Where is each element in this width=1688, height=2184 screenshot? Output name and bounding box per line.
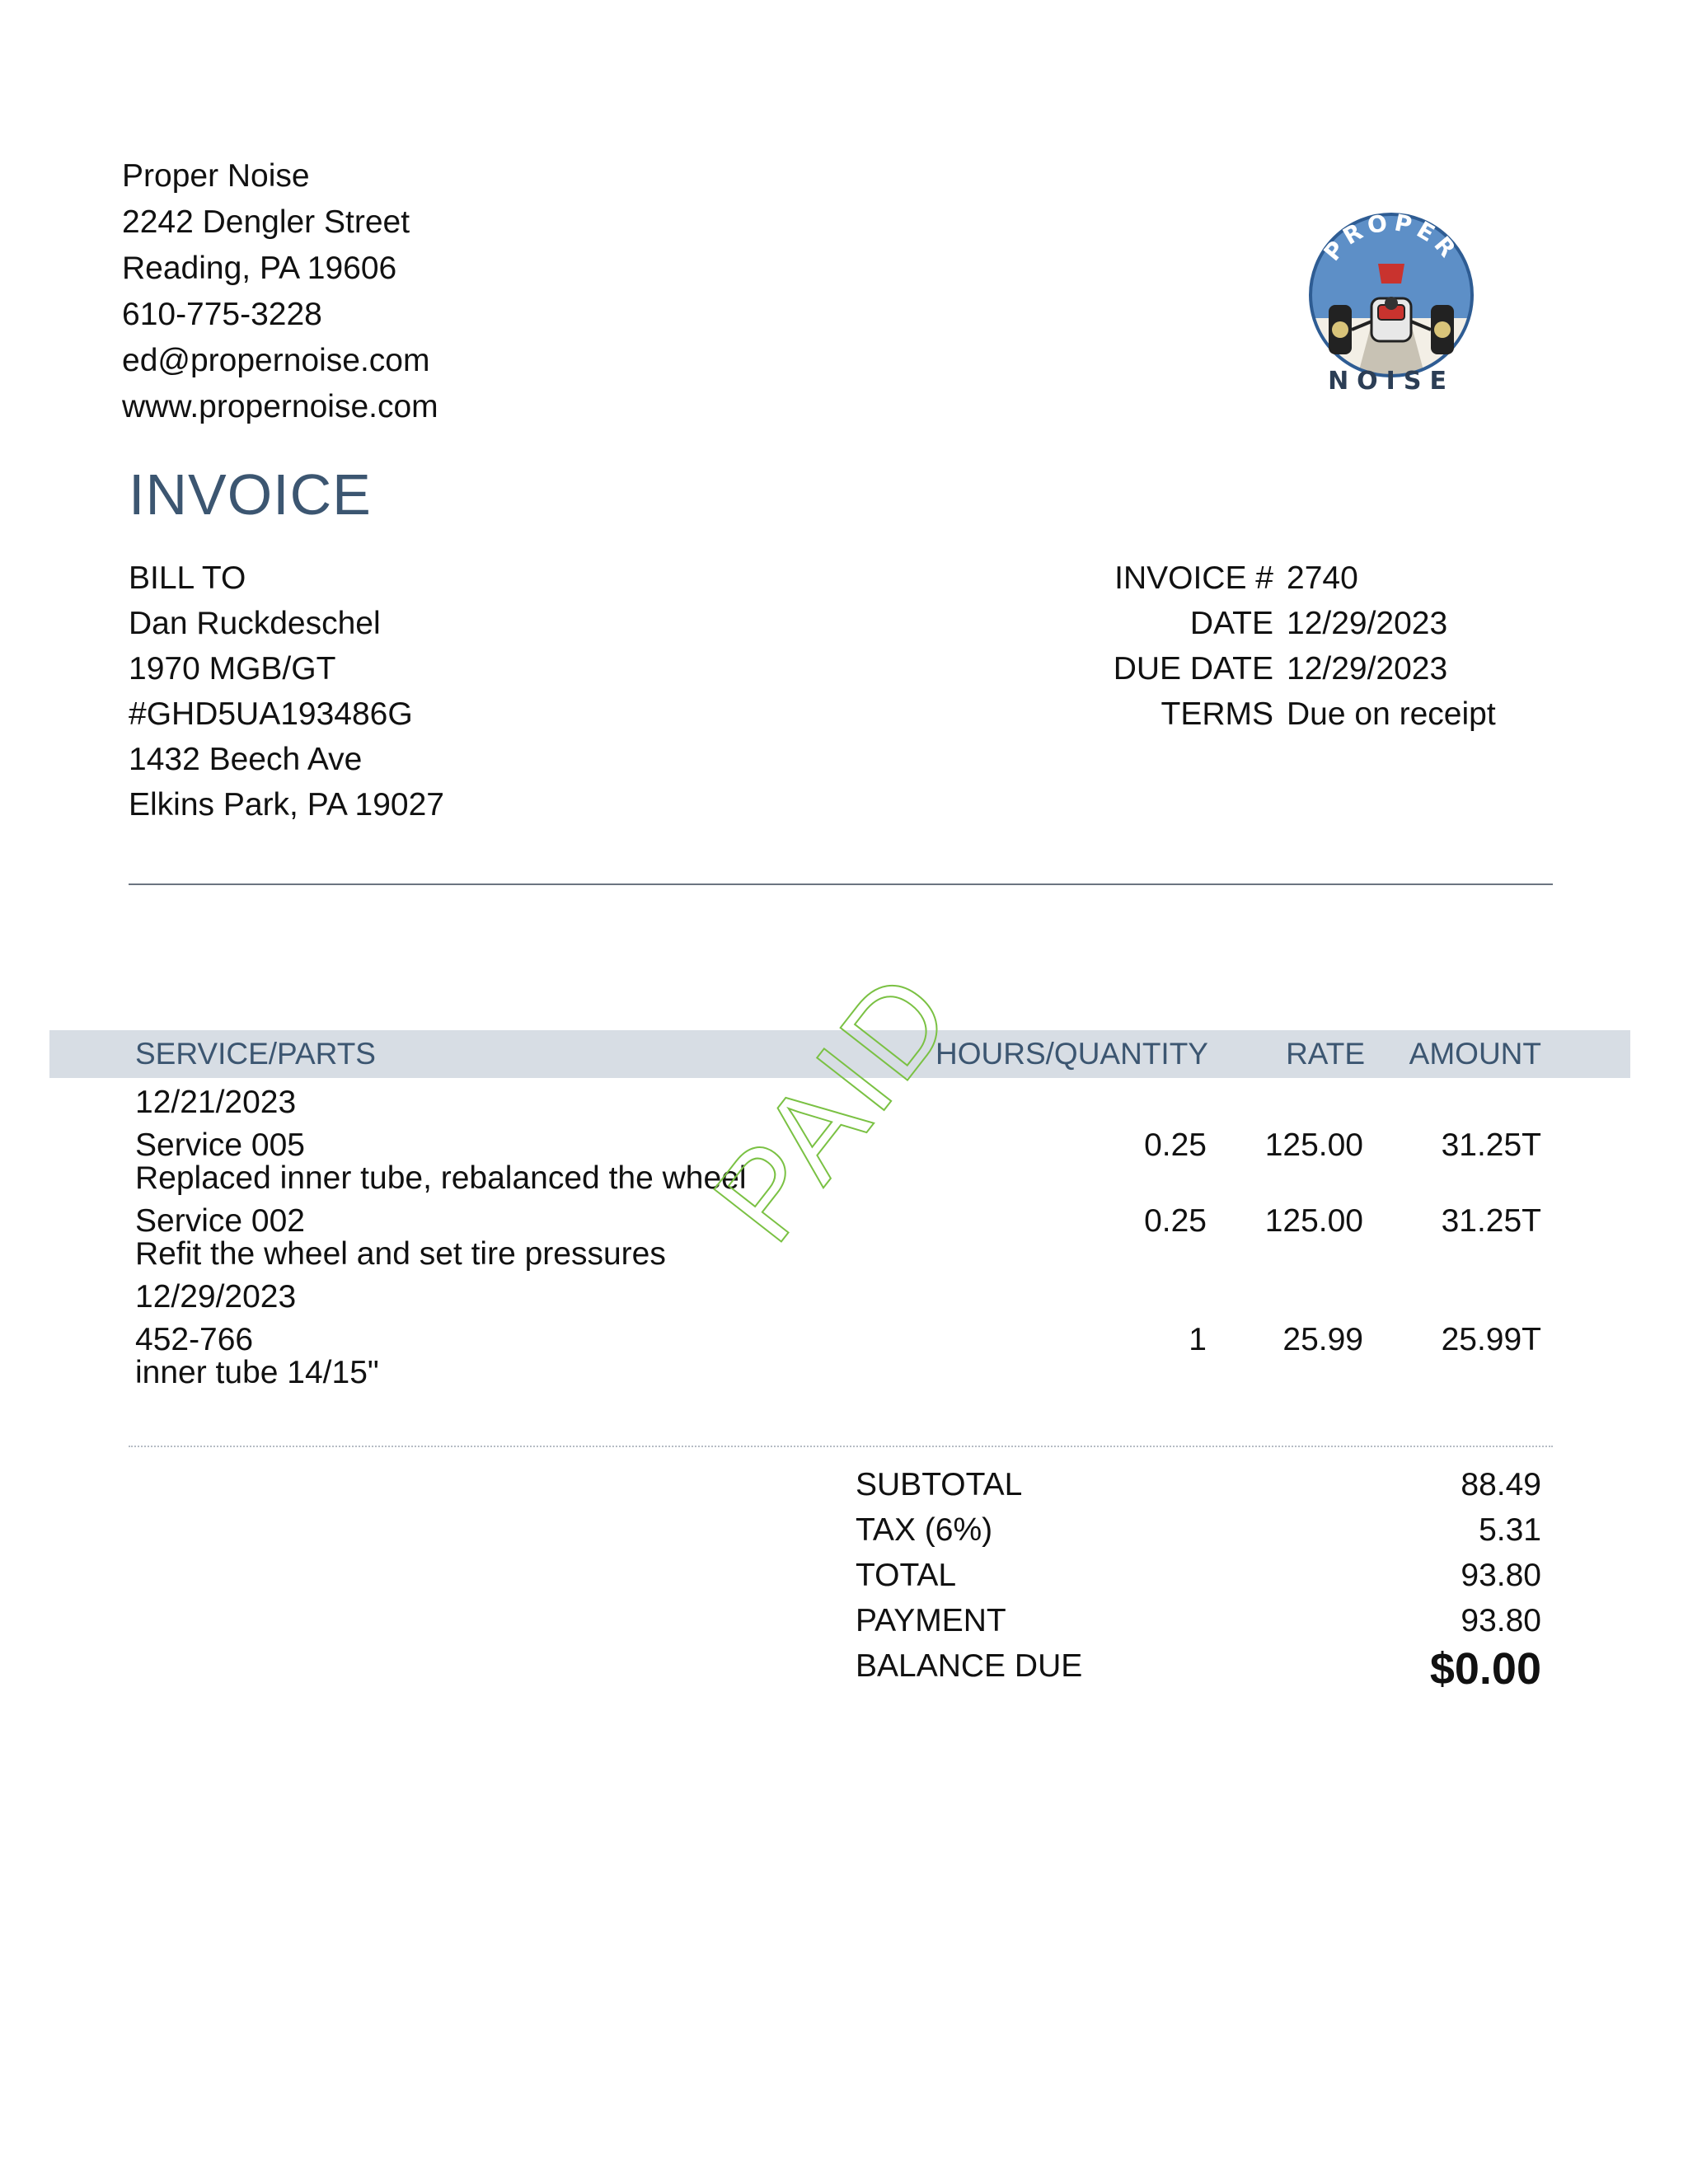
total-value: 93.80 [1461,1558,1541,1593]
invoice-meta [1071,555,1496,737]
invoice-number-label: INVOICE # [1114,560,1273,596]
item-name: Service 002 [135,1203,305,1239]
group-date: 12/21/2023 [135,1085,297,1120]
payment-value: 93.80 [1461,1603,1541,1638]
bill-to-block [129,555,444,827]
company-email: ed@propernoise.com [122,343,430,378]
item-quantity: 0.25 [1144,1127,1207,1163]
company-website: www.propernoise.com [122,389,438,424]
total-label: TOTAL [856,1558,957,1593]
race-car-logo-icon [1296,213,1487,404]
totals-separator [129,1446,1553,1447]
header-quantity: HOURS/QUANTITY [935,1037,1208,1071]
company-name: Proper Noise [122,158,310,194]
customer-vehicle: 1970 MGB/GT [129,651,336,687]
paid-stamp: PAID [687,944,981,1266]
item-amount: 31.25T [1441,1203,1541,1239]
page-title: INVOICE [129,462,372,527]
invoice-date-row [1071,601,1496,646]
balance-due-value: $0.00 [1429,1644,1541,1694]
logo-top-text: PROPER [1318,213,1465,266]
customer-vin: #GHD5UA193486G [129,696,413,732]
company-street: 2242 Dengler Street [122,204,410,240]
tax-value: 5.31 [1479,1512,1541,1548]
item-description: inner tube 14/15" [135,1355,379,1390]
item-amount: 31.25T [1441,1127,1541,1163]
header-amount: AMOUNT [1409,1037,1541,1071]
item-quantity: 0.25 [1144,1203,1207,1239]
item-amount: 25.99T [1441,1322,1541,1357]
payment-label: PAYMENT [856,1603,1006,1638]
due-date-label: DUE DATE [1113,651,1273,687]
item-rate: 125.00 [1264,1127,1363,1163]
invoice-number-row [1071,555,1496,601]
item-description: Refit the wheel and set tire pressures [135,1236,666,1272]
item-rate: 125.00 [1264,1203,1363,1239]
item-rate: 25.99 [1282,1322,1363,1357]
company-phone: 610-775-3228 [122,297,322,332]
items-table-header [49,1030,1630,1078]
terms-value: Due on receipt [1287,696,1496,732]
customer-street: 1432 Beech Ave [129,742,363,777]
item-name: Service 005 [135,1127,305,1163]
company-block [122,153,438,430]
customer-city: Elkins Park, PA 19027 [129,787,444,823]
item-description: Replaced inner tube, rebalanced the wheel [135,1160,747,1196]
balance-due-label: BALANCE DUE [856,1648,1083,1684]
customer-name: Dan Ruckdeschel [129,606,381,641]
due-date-row [1071,646,1496,691]
section-divider [129,883,1553,885]
invoice-date-label: DATE [1189,606,1273,641]
invoice-number-value: 2740 [1287,560,1358,596]
subtotal-value: 88.49 [1461,1467,1541,1502]
company-city: Reading, PA 19606 [122,251,397,286]
item-quantity: 1 [1189,1322,1207,1357]
company-logo [1296,213,1487,404]
logo-bottom-text: NOISE [1328,367,1455,396]
group-date: 12/29/2023 [135,1279,297,1315]
terms-row [1071,691,1496,737]
terms-label: TERMS [1160,696,1273,732]
bill-to-heading: BILL TO [129,560,246,596]
subtotal-label: SUBTOTAL [856,1467,1023,1502]
invoice-date-value: 12/29/2023 [1287,606,1448,641]
tax-label: TAX (6%) [856,1512,993,1548]
item-name: 452-766 [135,1322,254,1357]
header-rate: RATE [1286,1037,1365,1071]
header-service: SERVICE/PARTS [135,1037,376,1071]
due-date-value: 12/29/2023 [1287,651,1448,687]
